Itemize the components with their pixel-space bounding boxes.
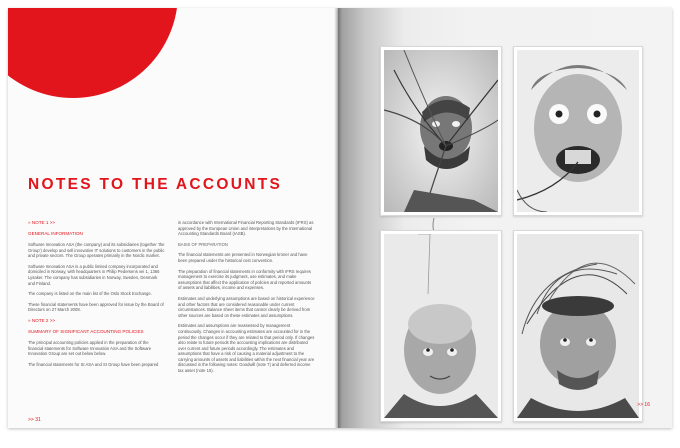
photo-man-cables-on-head bbox=[513, 230, 643, 422]
paragraph: The preparation of financial statements in conformity with IFRS requires management to exercise its judgment, use estimates, and make assumptions that affect the application of policies and reported amounts of assets and liabilities, income and expenses. bbox=[178, 268, 312, 291]
photo-man-cables-head-image bbox=[517, 234, 639, 418]
paragraph: Software Innovation ASA (the company) and its subsidiaries (together 'the Group') develop and sell innovative IT solutions to customers in the public and private sectors. The Group operates primarily in the Nordic market. bbox=[28, 242, 165, 259]
basis-of-preparation-title: BASIS OF PREPARATION bbox=[178, 241, 228, 247]
note-2-title: SUMMARY OF SIGNIFICANT ACCOUNTING POLICIES bbox=[28, 328, 144, 334]
page-number-left: >> 31 bbox=[28, 417, 41, 423]
paragraph: These financial statements have been approved for issue by the Board of Directors on 27 March 2008. bbox=[28, 301, 164, 313]
paragraph: The financial statements for SI ASA and SI Group have been prepared bbox=[28, 361, 159, 367]
paragraph: Software Innovation ASA is a public limited company incorporated and domiciled in Norway, with headquarters in Philip Pedersens vei 1, 1366 Lysaker. The company has subsidiaries in Norway, Sweden, Denmark and Finland. bbox=[28, 263, 160, 286]
photo-man-cables-mouth bbox=[380, 46, 502, 216]
photo-bald-man-looking-up bbox=[380, 230, 502, 422]
text-column-right bbox=[178, 220, 315, 379]
photo-bald-man-image bbox=[384, 234, 498, 418]
red-circle-decoration bbox=[8, 8, 178, 98]
left-page bbox=[8, 8, 338, 428]
paragraph: in accordance with International Financial Reporting Standards (IFRS) as approved by the European Union and interpretations by the International Accounting Standards Board (IASB). bbox=[178, 220, 314, 237]
photo-woman-plug bbox=[513, 46, 643, 216]
spine-shadow bbox=[334, 8, 342, 428]
text-column-left bbox=[28, 220, 165, 372]
page-number-right: >> 16 bbox=[637, 402, 650, 408]
photo-woman-plug-image bbox=[517, 50, 639, 212]
note-1-label: » NOTE 1 >> bbox=[28, 220, 56, 225]
right-page bbox=[338, 8, 672, 428]
paragraph: Estimates and assumptions are reassessed by management continuously. Changes in accounting estimates are accounted for in the period the changes occur if they are related to that period only. If changes also relate to future periods the accounting implications are distributed over current and future periods accordingly. The estimates and assumptions that have a risk of causing a material adjustment to the carrying amounts of assets and liabilities within the next financial year are discussed in the following notes: Goodwill (note 7) and deferred income tax asset (note 15). bbox=[178, 323, 315, 374]
page-heading: NOTES TO THE ACCOUNTS bbox=[28, 176, 283, 193]
paragraph: The financial statements are presented in Norwegian kroner and have been prepared under the historical cost convention. bbox=[178, 252, 308, 263]
note-2-label: » NOTE 2 >> bbox=[28, 317, 56, 323]
paragraph: The company is listed on the main list of the Oslo Stock Exchange. bbox=[28, 291, 152, 297]
paragraph: Estimates and underlying assumptions are based on historical experience and other factors that are considered reasonable under current circumstances. Balance sheet items that cannot clearly be derived from other sources are based on these estimates and assumptions. bbox=[178, 295, 315, 318]
brochure-spread bbox=[8, 8, 672, 438]
photo-man-cables-mouth-image bbox=[384, 50, 498, 212]
note-1-title: GENERAL INFORMATION bbox=[28, 231, 83, 236]
paragraph: The principal accounting policies applied in the preparation of the financial statements for Software Innovation ASA and the Software Innovation Group are set out below below. bbox=[28, 339, 152, 357]
